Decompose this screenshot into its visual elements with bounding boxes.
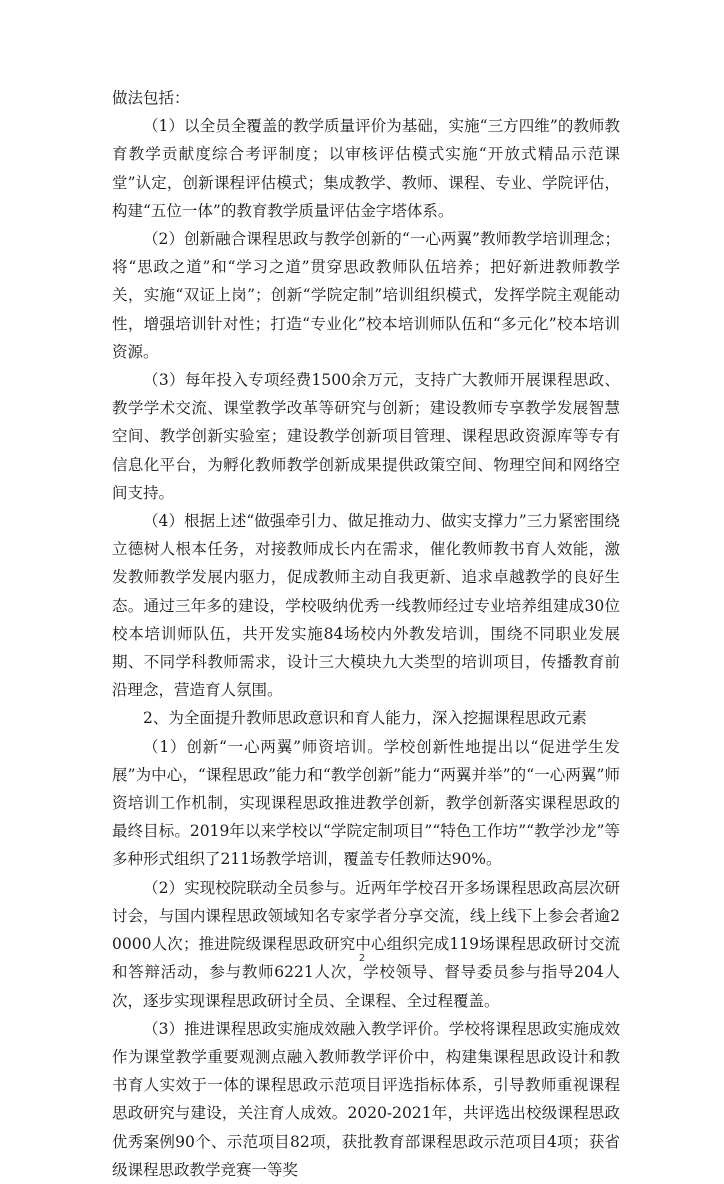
paragraph-item-1: （1）以全员全覆盖的教学质量评价为基础，实施“三方四维”的教师教育教学贡献度综合考评制度；以审核评估模式实施“开放式精品示范课堂”认定，创新课程评估模式；集成教学、教师、课程、专业、学院评估，构建“五位一体”的教育教学质量评估金字塔体系。: [112, 117, 620, 220]
paragraph-item-2: （2）创新融合课程思政与教学创新的“一心两翼”教师教学培训理念；将“思政之道”和“学习之道”贯穿思政教师队伍培养；把好新进教师教学关，实施“双证上岗”；创新“学院定制”培训组织模式，发挥学院主观能动性，增强培训针对性；打造“专业化”校本培训师队伍和“多元化”校本培训资源。: [112, 230, 620, 361]
paragraph-item-3: （3）每年投入专项经费1500余万元，支持广大教师开展课程思政、教学学术交流、课堂教学改革等研究与创新；建设教师专享教学发展智慧空间、教学创新实验室；建设教学创新项目管理、课程思政资源库等专有信息化平台，为孵化教师教学创新成果提供政策空间、物理空间和网络空间支持。: [112, 371, 620, 502]
paragraph-section2-item-2: （2）实现校院联动全员参与。近两年学校召开多场课程思政高层次研讨会，与国内课程思政领域知名专家学者分享交流，线上线下上参会者逾20000人次；推进院级课程思政研究中心组织完成119场课程思政研讨交流和答辩活动，参与教师6221人次，学校领导、督导委员参与指导204人次，逐步实现课程思政研讨全员、全课程、全过程覆盖。: [112, 878, 620, 1010]
section-heading-2: 2、为全面提升教师思政意识和育人能力，深入挖掘课程思政元素: [143, 709, 587, 728]
paragraph-section2-item-1: （1）创新“一心两翼”师资培训。学校创新性地提出以“促进学生发展”为中心，“课程思政”能力和“教学创新”能力“两翼并举”的“一心两翼”师资培训工作机制，实现课程思政推进教学创新，教学创新落实课程思政的最终目标。2019年以来学校以“学院定制项目”“特色工作坊”“教学沙龙”等多种形式组织了211场教学培训，覆盖专任教师达90%。: [112, 737, 620, 869]
page-number: 2: [358, 953, 366, 964]
paragraph-section2-item-3: （3）推进课程思政实施成效融入教学评价。学校将课程思政实施成效作为课堂教学重要观测点融入教师教学评价中，构建集课程思政设计和教书育人实效于一体的课程思政示范项目评选指标体系，引导教师重视课程思政研究与建设，关注育人成效。2020-2021年，共评选出校级课程思政优秀案例90个、示范项目82项，获批教育部课程思政示范项目4项；获省级课程思政教学竞赛一等奖: [112, 1019, 620, 1179]
paragraph-intro: 做法包括：: [112, 89, 190, 107]
document-body: [112, 84, 620, 1184]
paragraph-item-4: （4）根据上述“做强牵引力、做足推动力、做实支撑力”三力紧密围绕立德树人根本任务，对接教师成长内在需求，催化教师教书育人效能，激发教师教学发展内驱力，促成教师主动自我更新、追求卓越教学的良好生态。通过三年多的建设，学校吸纳优秀一线教师经过专业培养组建成30位校本培训师队伍，共开发实施84场校内外教发培训，围绕不同职业发展期、不同学科教师需求，设计三大模块九大类型的培训项目，传播教育前沿理念，营造育人氛围。: [112, 512, 620, 700]
